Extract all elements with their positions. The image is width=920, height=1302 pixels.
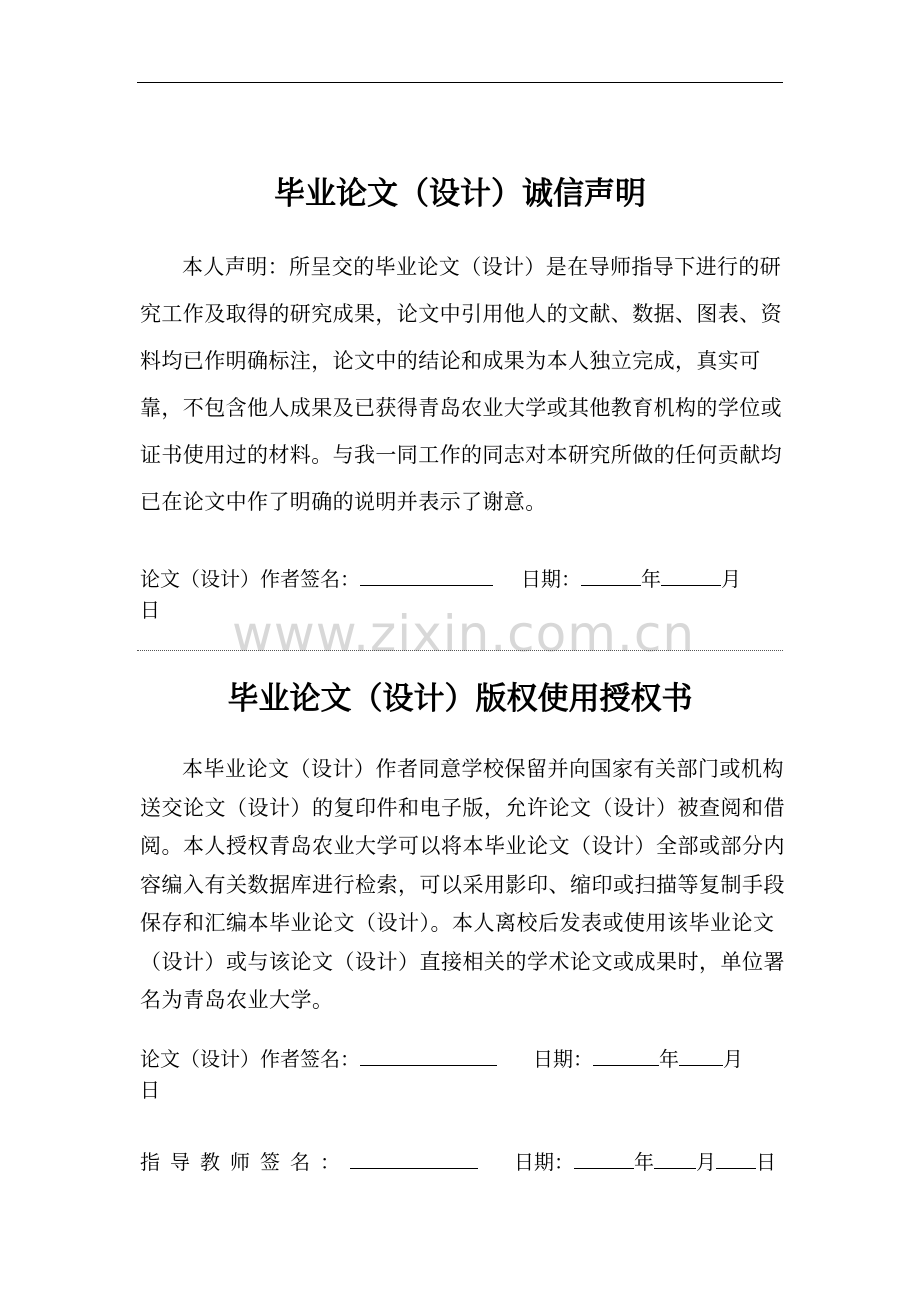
declaration-body [140, 244, 785, 526]
declaration-body-text: 本人声明：所呈交的毕业论文（设计）是在导师指导下进行的研究工作及取得的研究成果，论文中引用他人的文献、数据、图表、资料均已作明确标注，论文中的结论和成果为本人独立完成，真实可靠，不包含他人成果及已获得青岛农业大学或其他教育机构的学位或证书使用过的材料。与我一同工作的同志对本研究所做的任何贡献均已在论文中作了明确的说明并表示了谢意。 [140, 255, 782, 514]
author-month-blank[interactable] [679, 1045, 723, 1066]
advisor-month-blank[interactable] [654, 1148, 696, 1169]
advisor-year-blank[interactable] [574, 1148, 634, 1169]
advisor-day-label: 日 [756, 1150, 776, 1174]
year-label: 年 [641, 567, 661, 591]
author-year-label: 年 [659, 1047, 679, 1071]
advisor-signature-label: 指导教师签名： [140, 1150, 350, 1174]
author-day-label: 日 [140, 1078, 160, 1102]
advisor-signature-row [140, 1148, 785, 1176]
header-rule [137, 82, 783, 83]
advisor-month-label: 月 [696, 1150, 716, 1174]
advisor-signature-blank[interactable] [350, 1148, 478, 1169]
declaration-day-label: 日 [140, 598, 160, 622]
authorization-body [140, 750, 785, 1020]
watermark: www.zixin.com.cn [232, 605, 696, 663]
declaration-signature-row [140, 565, 785, 593]
author-signature-blank[interactable] [360, 1045, 497, 1066]
advisor-year-label: 年 [634, 1150, 654, 1174]
advisor-day-blank[interactable] [716, 1148, 756, 1169]
author-date-label: 日期： [533, 1047, 593, 1071]
author-month-label: 月 [723, 1047, 743, 1071]
month-label: 月 [721, 567, 741, 591]
advisor-date-label: 日期： [514, 1150, 574, 1174]
signature-label: 论文（设计）作者签名： [140, 567, 360, 591]
author-signature-row [140, 1045, 785, 1073]
year-blank[interactable] [581, 565, 641, 586]
author-signature-label: 论文（设计）作者签名： [140, 1047, 360, 1071]
author-year-blank[interactable] [593, 1045, 659, 1066]
month-blank[interactable] [661, 565, 721, 586]
declaration-title: 毕业论文（设计）诚信声明 [274, 176, 646, 212]
authorization-body-text: 本毕业论文（设计）作者同意学校保留并向国家有关部门或机构送交论文（设计）的复印件和电子版，允许论文（设计）被查阅和借阅。本人授权青岛农业大学可以将本毕业论文（设计）全部或部分内容编入有关数据库进行检索，可以采用影印、缩印或扫描等复制手段保存和汇编本毕业论文（设计）。本人离校后发表或使用该毕业论文（设计）或与该论文（设计）直接相关的学术论文或成果时，单位署名为青岛农业大学。 [140, 757, 785, 1012]
date-label: 日期： [521, 567, 581, 591]
authorization-title: 毕业论文（设计）版权使用授权书 [227, 681, 693, 717]
signature-blank[interactable] [360, 565, 493, 586]
section-divider [137, 650, 783, 651]
